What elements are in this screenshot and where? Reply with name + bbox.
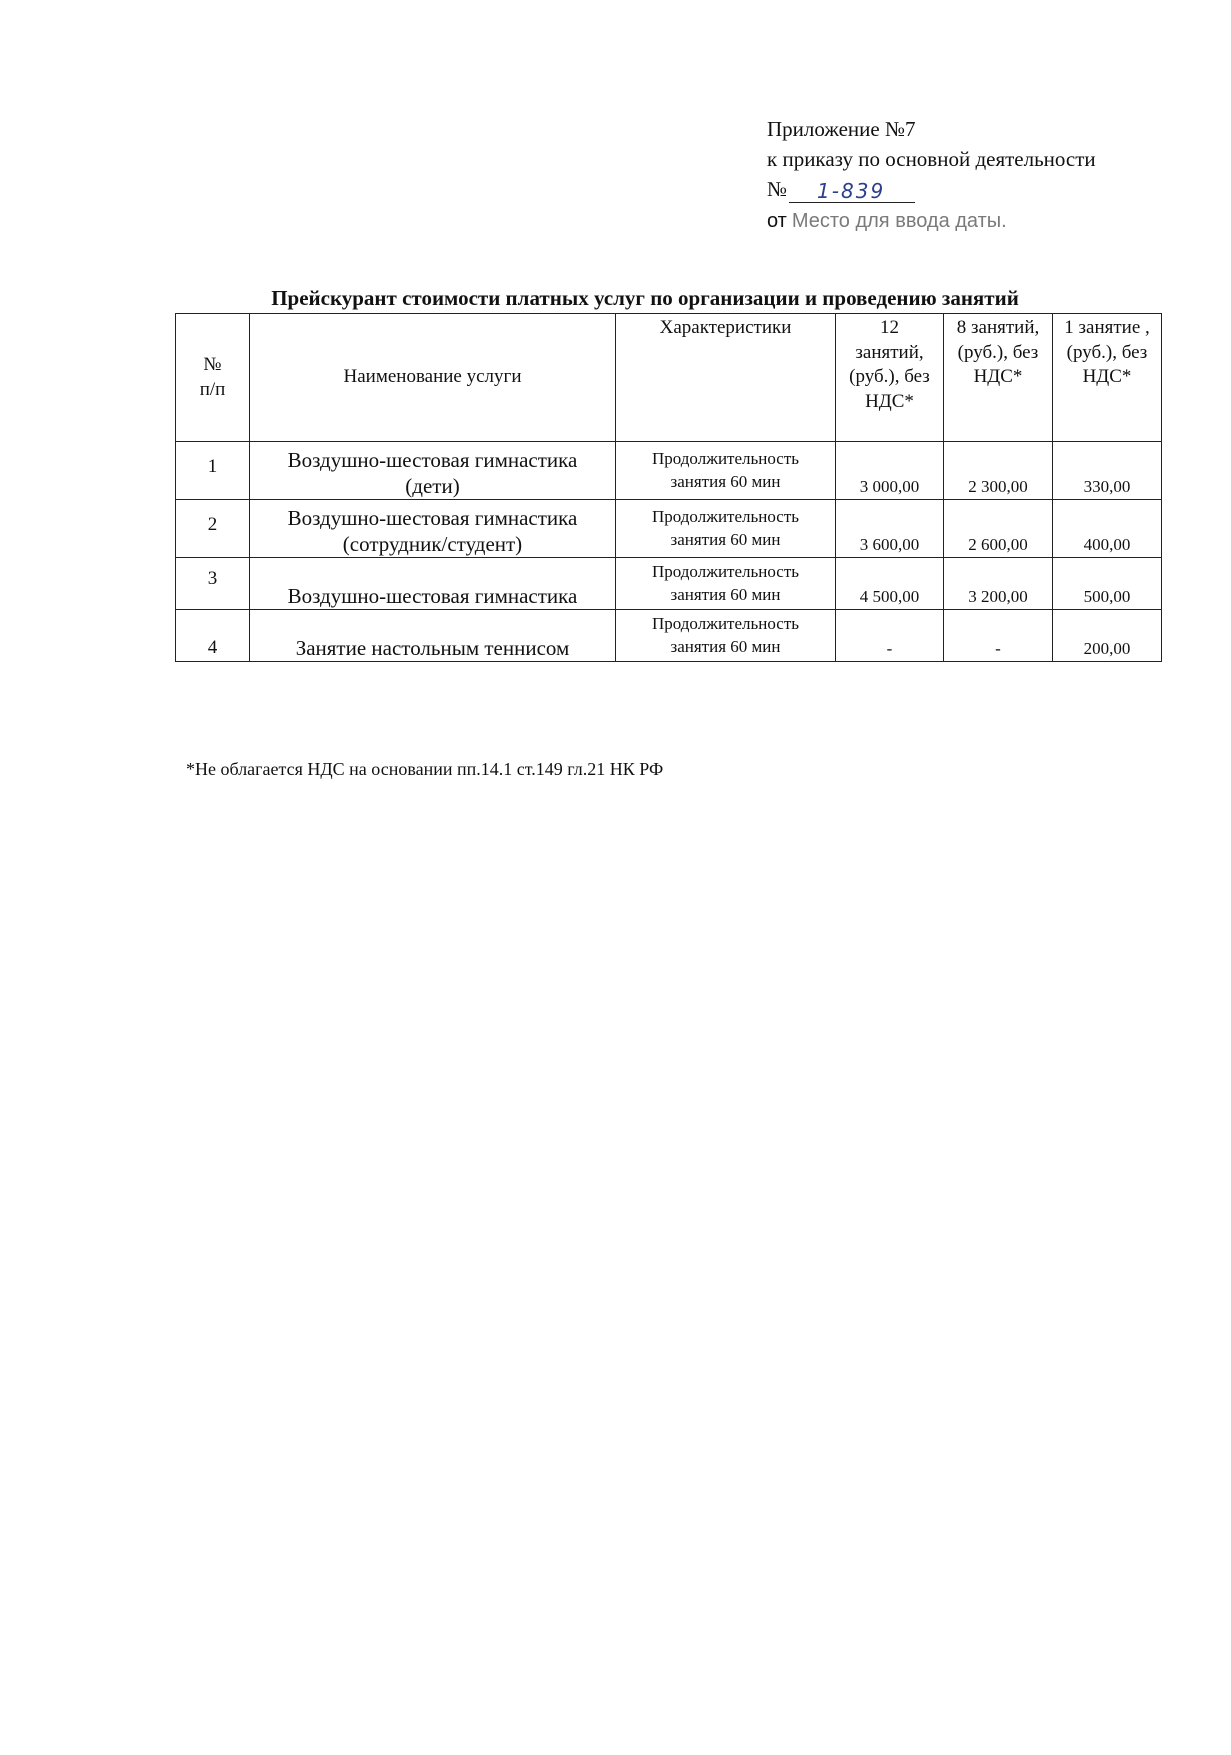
table-row: [176, 558, 1162, 610]
table-row: [176, 442, 1162, 500]
document-title: Прейскурант стоимости платных услуг по организации и проведению занятий: [271, 286, 1019, 310]
appendix-order-ref: к приказу по основной деятельности: [767, 147, 1096, 172]
row-price-8: 3 200,00: [944, 558, 1053, 610]
header-price-8: 8 занятий, (руб.), без НДС*: [944, 314, 1053, 442]
table-row: [176, 610, 1162, 662]
date-placeholder: Место для ввода даты.: [791, 209, 1007, 232]
row-characteristics: Продолжительность занятия 60 мин: [616, 558, 836, 610]
appendix-date: [767, 208, 1096, 234]
header-name: Наименование услуги: [250, 314, 616, 442]
row-price-12: -: [836, 610, 944, 662]
number-sign: №: [767, 176, 788, 201]
row-name: Занятие настольным теннисом: [250, 610, 616, 662]
appendix-header: [767, 116, 1096, 234]
appendix-title: Приложение №7: [767, 117, 916, 141]
vat-footnote: *Не облагается НДС на основании пп.14.1 ст.149 гл.21 НК РФ: [186, 759, 664, 779]
header-price-1: 1 занятие , (руб.), без НДС*: [1053, 314, 1162, 442]
row-price-12: 3 000,00: [836, 442, 944, 500]
row-price-12: 4 500,00: [836, 558, 944, 610]
row-price-12: 3 600,00: [836, 500, 944, 558]
table-header-row: [176, 314, 1162, 442]
row-price-1: 500,00: [1053, 558, 1162, 610]
row-price-1: 330,00: [1053, 442, 1162, 500]
row-characteristics: Продолжительность занятия 60 мин: [616, 610, 836, 662]
appendix-order-number: [767, 176, 1096, 206]
header-characteristics: Характеристики: [616, 314, 836, 442]
header-num: № п/п: [176, 314, 250, 442]
row-num: 4: [176, 610, 250, 662]
header-price-12: 12 занятий, (руб.), без НДС*: [836, 314, 944, 442]
row-name: Воздушно-шестовая гимнастика (дети): [250, 442, 616, 500]
row-characteristics: Продолжительность занятия 60 мин: [616, 442, 836, 500]
row-price-1: 400,00: [1053, 500, 1162, 558]
row-name: Воздушно-шестовая гимнастика: [250, 558, 616, 610]
number-underline: [789, 180, 915, 203]
row-num: 1: [176, 442, 250, 500]
table-row: [176, 500, 1162, 558]
row-name: Воздушно-шестовая гимнастика (сотрудник/студент): [250, 500, 616, 558]
date-from-label: от: [767, 209, 787, 232]
row-price-8: 2 300,00: [944, 442, 1053, 500]
row-price-8: 2 600,00: [944, 500, 1053, 558]
handwritten-order-number: 1-839: [817, 178, 886, 203]
row-num: 3: [176, 558, 250, 610]
row-price-1: 200,00: [1053, 610, 1162, 662]
price-table: [175, 313, 1162, 662]
row-characteristics: Продолжительность занятия 60 мин: [616, 500, 836, 558]
row-price-8: -: [944, 610, 1053, 662]
row-num: 2: [176, 500, 250, 558]
